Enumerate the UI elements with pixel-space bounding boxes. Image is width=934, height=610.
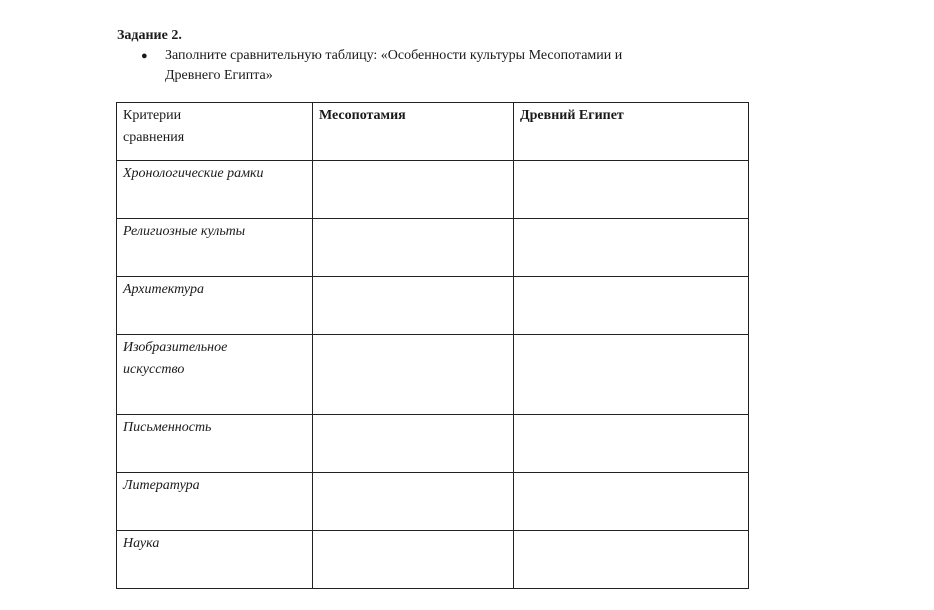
criterion-cell: Религиозные культы [117,219,313,277]
criterion-cell: Хронологические рамки [117,161,313,219]
instruction-line-2: Древнего Египта» [165,68,273,83]
table-row [117,277,749,335]
egypt-answer-cell[interactable] [514,473,749,531]
egypt-answer-cell[interactable] [514,531,749,589]
mesopotamia-answer-cell[interactable] [313,335,514,415]
table-header-row [117,103,749,161]
egypt-answer-cell[interactable] [514,415,749,473]
mesopotamia-answer-cell[interactable] [313,277,514,335]
task-title: Задание 2. [117,28,182,43]
comparison-table [116,102,749,589]
mesopotamia-answer-cell[interactable] [313,415,514,473]
mesopotamia-answer-cell[interactable] [313,473,514,531]
mesopotamia-answer-cell[interactable] [313,531,514,589]
instruction-line-1: Заполните сравнительную таблицу: «Особенности культуры Месопотамии и [165,48,623,63]
egypt-answer-cell[interactable] [514,277,749,335]
mesopotamia-header: Месопотамия [313,103,514,161]
bullet-icon: ● [141,50,148,62]
table-row [117,473,749,531]
egypt-answer-cell[interactable] [514,335,749,415]
criterion-cell [117,335,313,415]
table-row [117,335,749,415]
criteria-header-line-2: сравнения [123,130,185,145]
table-row [117,531,749,589]
mesopotamia-answer-cell[interactable] [313,161,514,219]
egypt-answer-cell[interactable] [514,161,749,219]
criterion-line-1: Изобразительное [123,340,228,355]
criterion-cell: Архитектура [117,277,313,335]
mesopotamia-answer-cell[interactable] [313,219,514,277]
criteria-header-cell [117,103,313,161]
egypt-header: Древний Египет [514,103,749,161]
criterion-cell: Литература [117,473,313,531]
criterion-line-2: искусство [123,362,185,377]
table-row [117,415,749,473]
criterion-cell: Наука [117,531,313,589]
criterion-cell: Письменность [117,415,313,473]
egypt-answer-cell[interactable] [514,219,749,277]
table-row [117,219,749,277]
task-instruction [141,46,741,86]
criteria-header-line-1: Критерии [123,108,182,123]
table-row [117,161,749,219]
